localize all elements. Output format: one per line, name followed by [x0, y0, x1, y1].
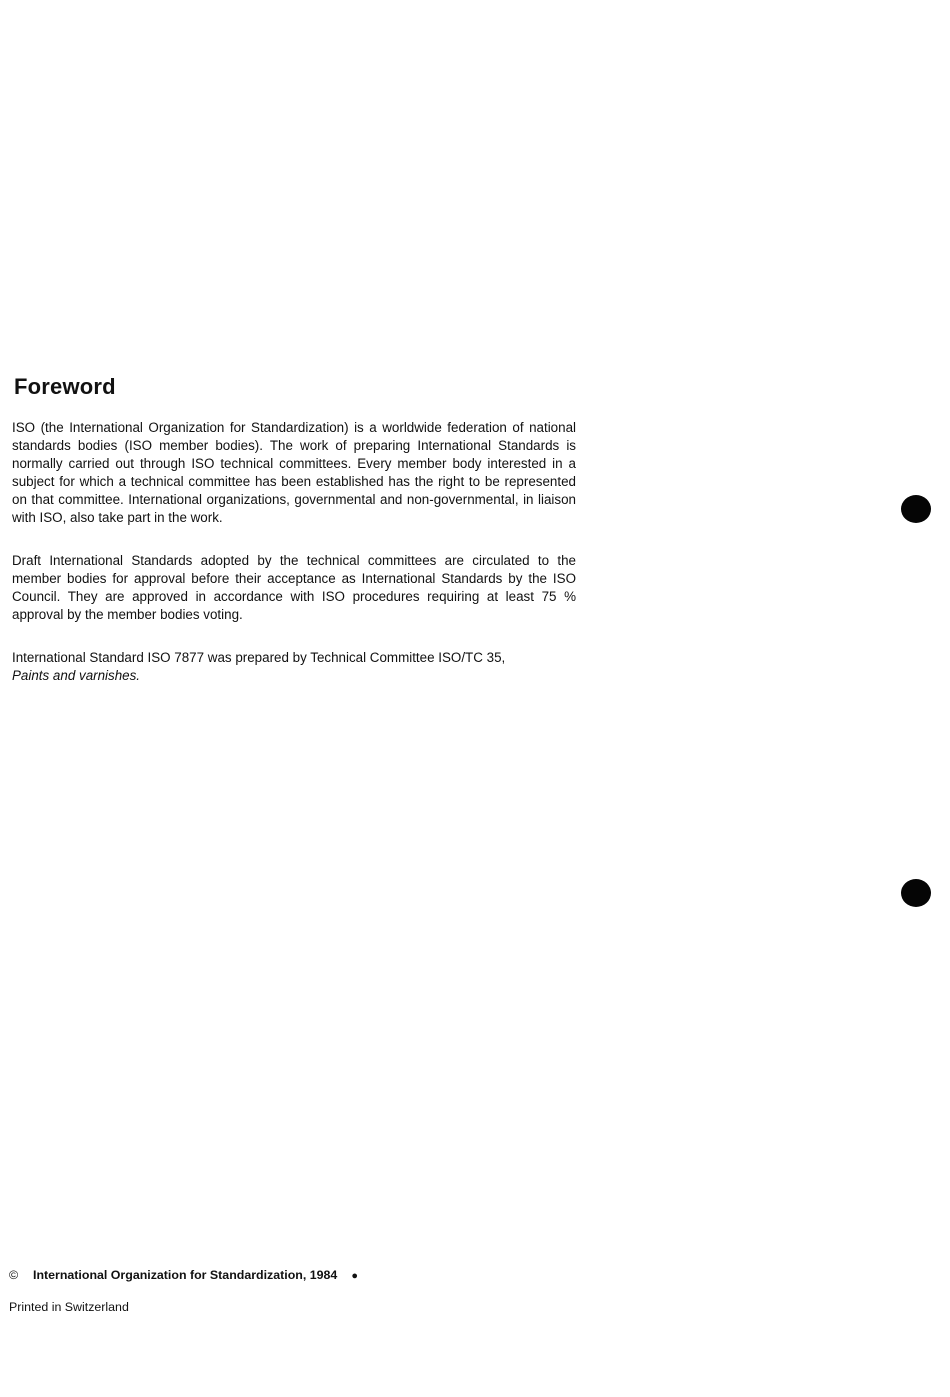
bullet-icon: ●: [351, 1270, 358, 1282]
copyright-symbol: ©: [9, 1268, 19, 1282]
foreword-paragraph-2: Draft International Standards adopted by the technical committees are circulated to the member bodies for approval before their acceptance as International Standards by the ISO Council. They are approved in accordance with ISO procedures requiring at least 75 % approval by the member bodies voting.: [12, 553, 576, 622]
printed-location: Printed in Switzerland: [9, 1300, 129, 1314]
page-title: Foreword: [14, 374, 116, 399]
foreword-paragraph-1: ISO (the International Organization for Standardization) is a worldwide federation of national standards bodies (ISO member bodies). The work of preparing International Standards is normally carried out through ISO technical committees. Every member body interested in a subject for which a technical committee has been established has the right to be represented on that committee. International organizations, governmental and non-governmental, in liaison with ISO, also take part in the work.: [12, 420, 576, 525]
committee-subject: Paints and varnishes.: [12, 668, 141, 683]
prepared-by-text: International Standard ISO 7877 was prepared by Technical Committee ISO/TC 35,: [12, 650, 506, 665]
foreword-paragraph-3: [12, 649, 576, 685]
copyright-line: [9, 1267, 358, 1284]
punch-hole-bottom: [901, 879, 931, 907]
punch-hole-top: [901, 495, 931, 523]
copyright-text: International Organization for Standardization, 1984: [33, 1268, 338, 1282]
